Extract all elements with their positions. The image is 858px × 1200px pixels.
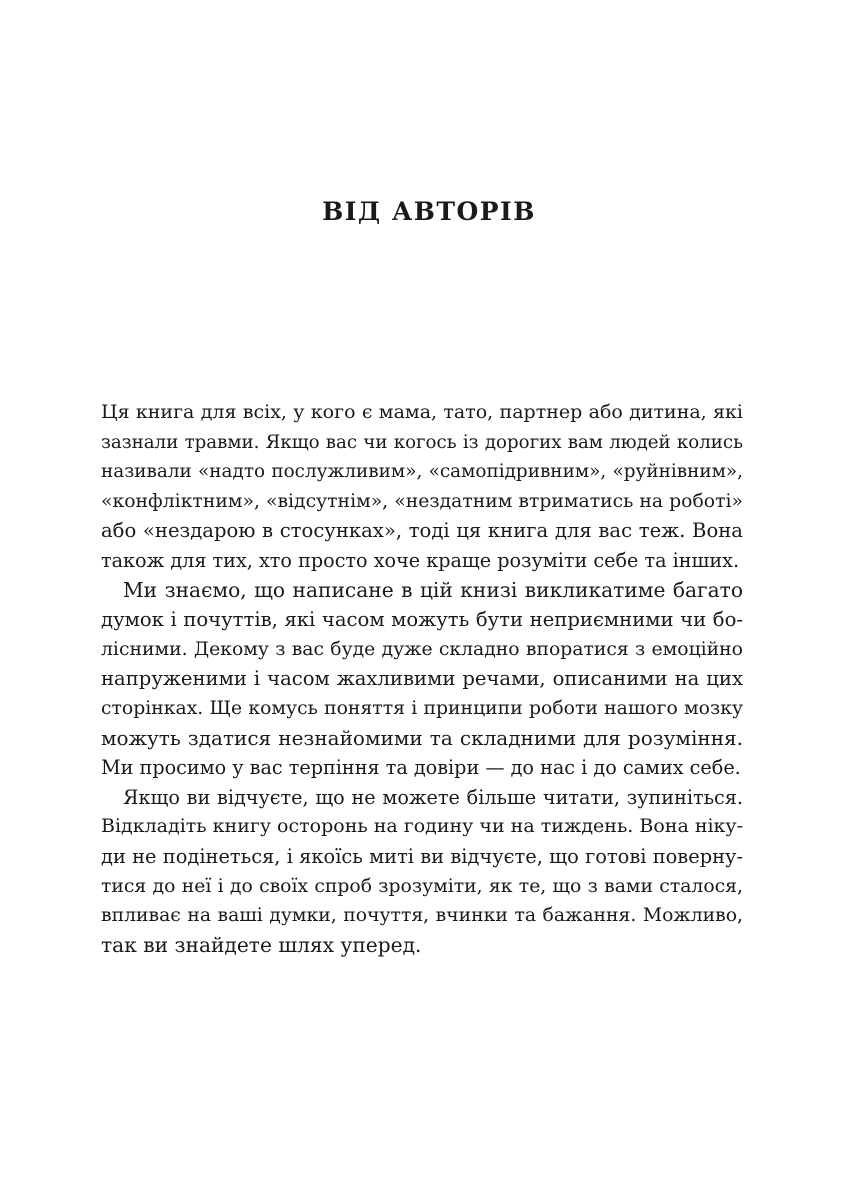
paragraph-3-line: так ви знайдете шлях уперед. [101, 932, 422, 957]
chapter-title: ВІД АВТОРІВ [322, 197, 536, 226]
paragraph-1-line: «конфліктним», «відсутнім», «нездатним втриматись на роботі» [101, 490, 743, 512]
paragraph-2-line: можуть здатися незнайомими та складними для розуміння. [101, 725, 743, 750]
paragraph-1-line: зазнали травми. Якщо вас чи когось із дорогих вам людей колись [101, 431, 743, 453]
paragraph-1-line: також для тих, хто просто хоче краще розуміти себе та інших. [101, 548, 740, 572]
paragraph-3-line: Відкладіть книгу осторонь на годину чи на тиждень. Вона ніку- [101, 815, 743, 838]
paragraph-2-line: лісними. Декому з вас буде дуже складно впоратися з емоційно [101, 638, 743, 660]
paragraph-2-line: думок і почуттів, які часом можуть бути неприємними чи бо- [101, 608, 743, 632]
paragraph-1-line: Ця книга для всіх, у кого є мама, тато, партнер або дитина, які [101, 401, 743, 423]
paragraph-2-line: Ми просимо у вас терпіння та довіри — до нас і до самих себе. [101, 756, 741, 780]
paragraph-3-line: впливає на ваші думки, почуття, вчинки та бажання. Можливо, [101, 905, 743, 927]
paragraph-2-line: сторінках. Ще комусь поняття і принципи роботи нашого мозку [101, 697, 743, 719]
paragraph-3-line: тися до неї і до своїх спроб зрозуміти, як те, що з вами сталося, [101, 875, 743, 897]
paragraph-1-line: називали «надто послужливим», «самопідривним», «руйнівним», [101, 461, 743, 483]
paragraph-3-line: Якщо ви відчуєте, що не можете більше читати, зупиніться. [123, 785, 743, 809]
paragraph-2-line: напруженими і часом жахливими речами, описаними на цих [101, 667, 743, 691]
paragraph-2-line: Ми знаємо, що написане в цій книзі викликатиме багато [123, 577, 743, 602]
paragraph-3-line: ди не подінеться, і якоїсь миті ви відчуєте, що готові поверну- [101, 844, 743, 868]
paragraph-1-line: або «нездарою в стосунках», тоді ця книга для вас теж. Вона [101, 519, 743, 543]
body-text [101, 398, 743, 960]
